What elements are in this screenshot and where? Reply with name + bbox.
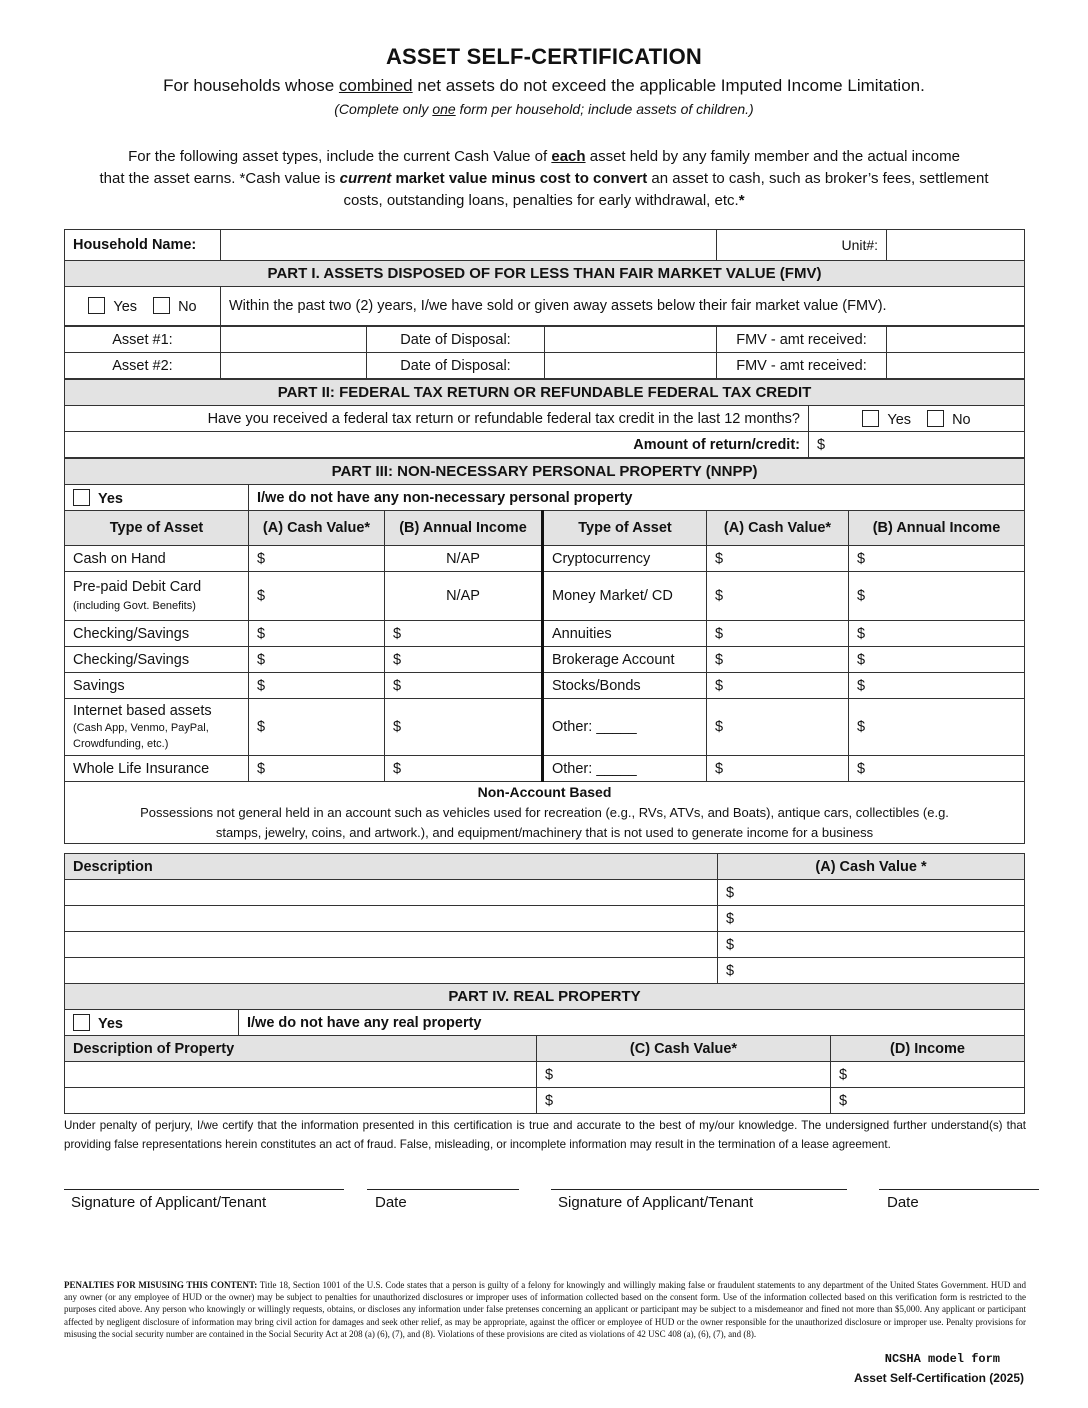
non-account-based: Non-Account Based Possessions not general held in an account such as vehicles used for recreation (e.g., RVs, ATVs, and Boats), antique cars, collectibles (e.g. stamps, jewelry, coins, and artwork.), and equipment/machinery that is not used to generate income for a business — [65, 782, 1025, 844]
part4-yes — [65, 1010, 239, 1036]
part1-assets-table — [64, 326, 1025, 379]
page-title: ASSET SELF-CERTIFICATION — [385, 44, 703, 69]
cash-value-field[interactable]: $ — [249, 546, 385, 572]
date-label-2: Date — [887, 1194, 919, 1211]
part4-table — [64, 983, 1025, 1036]
annual-income-field[interactable]: $ — [849, 673, 1025, 699]
part2-header: PART II: FEDERAL TAX RETURN OR REFUNDABLE FEDERAL TAX CREDIT — [65, 380, 1025, 406]
asset1-fmv-label: FMV - amt received: — [717, 327, 887, 353]
signature-line-1[interactable] — [64, 1189, 344, 1190]
asset-type: Annuities — [543, 621, 707, 647]
signature-label-1: Signature of Applicant/Tenant — [71, 1194, 267, 1211]
asset1-field[interactable] — [221, 327, 367, 353]
cash-value-field[interactable]: $ — [707, 673, 849, 699]
asset-type: Checking/Savings — [65, 647, 249, 673]
property-income-field[interactable]: $ — [831, 1062, 1025, 1088]
date-line-2[interactable] — [879, 1189, 1039, 1190]
part1-yes-label: Yes — [113, 299, 138, 315]
property-cash-label: (C) Cash Value* — [537, 1036, 831, 1062]
table-row — [65, 647, 1025, 673]
document-label: Asset Self-Certification (2025) — [853, 1371, 1024, 1385]
date-label-1: Date — [375, 1194, 407, 1211]
asset2-date-field[interactable] — [545, 353, 717, 379]
cash-value-field[interactable]: $ — [249, 673, 385, 699]
col-cash-left: (A) Cash Value* — [249, 511, 385, 546]
annual-income-field[interactable]: $ — [849, 699, 1025, 756]
non-account-table — [64, 853, 1025, 984]
description-field[interactable] — [65, 932, 718, 958]
asset1-date-label: Date of Disposal: — [367, 327, 545, 353]
instruction: (Complete only one form per household; include assets of children.) — [334, 101, 754, 117]
part2-amount-field[interactable]: $ — [809, 432, 1025, 458]
col-type-left: Type of Asset — [65, 511, 249, 546]
non-account-desc-label: Description — [65, 854, 718, 880]
asset2-fmv-label: FMV - amt received: — [717, 353, 887, 379]
real-property-table — [64, 1035, 1025, 1114]
table-row — [65, 756, 1025, 782]
asset2-fmv-field[interactable] — [887, 353, 1025, 379]
cash-value-field[interactable]: $ — [718, 932, 1025, 958]
property-cash-field[interactable]: $ — [537, 1088, 831, 1114]
asset-type: Stocks/Bonds — [543, 673, 707, 699]
unit-label: Unit#: — [717, 230, 887, 261]
household-name-field[interactable] — [221, 230, 717, 261]
table-row — [65, 1062, 1025, 1088]
annual-income-field[interactable]: $ — [385, 673, 543, 699]
model-form-label: NCSHA model form — [884, 1352, 1000, 1366]
part1-no-checkbox[interactable] — [153, 297, 170, 314]
cash-value-field[interactable]: $ — [707, 572, 849, 621]
date-line-1[interactable] — [367, 1189, 519, 1190]
cash-value-field[interactable]: $ — [718, 958, 1025, 984]
annual-income-na: N/AP — [385, 546, 543, 572]
annual-income-na: N/AP — [385, 572, 543, 621]
intro-text: For the following asset types, include the current Cash Value of each asset held by any family member and the actual income that the asset earns. *Cash value is current market value minus cost to convert an asset to cash, such as broker’s fees, settlement costs, outstanding loans, penalties for early withdrawal, etc.* — [99, 148, 989, 209]
asset-type: Money Market/ CD — [543, 572, 707, 621]
part3-yes-label: Yes — [98, 490, 123, 507]
asset-type: Whole Life Insurance — [65, 756, 249, 782]
asset-type: Other: _____ — [543, 756, 707, 782]
signature-line-2[interactable] — [551, 1189, 847, 1190]
cash-value-field[interactable]: $ — [718, 880, 1025, 906]
cash-value-field[interactable]: $ — [707, 699, 849, 756]
part1-header: PART I. ASSETS DISPOSED OF FOR LESS THAN FAIR MARKET VALUE (FMV) — [65, 261, 1025, 287]
asset1-fmv-field[interactable] — [887, 327, 1025, 353]
non-account-cash-label: (A) Cash Value * — [718, 854, 1025, 880]
annual-income-field[interactable]: $ — [385, 621, 543, 647]
asset1-date-field[interactable] — [545, 327, 717, 353]
description-field[interactable] — [65, 958, 718, 984]
part2-table — [64, 379, 1025, 458]
signature-label-2: Signature of Applicant/Tenant — [558, 1194, 754, 1211]
part1-no-label: No — [178, 299, 197, 315]
property-desc-label: Description of Property — [65, 1036, 537, 1062]
table-row — [65, 1088, 1025, 1114]
asset-type: Cash on Hand — [65, 546, 249, 572]
part3-yes-checkbox[interactable] — [73, 489, 90, 506]
asset-type: Pre-paid Debit Card (including Govt. Benefits) — [65, 572, 249, 621]
household-part1-table — [64, 229, 1025, 326]
annual-income-field[interactable]: $ — [849, 546, 1025, 572]
col-income-left: (B) Annual Income — [385, 511, 543, 546]
asset-type: Brokerage Account — [543, 647, 707, 673]
cash-value-field[interactable]: $ — [249, 647, 385, 673]
property-income-label: (D) Income — [831, 1036, 1025, 1062]
col-type-right: Type of Asset — [543, 511, 707, 546]
part4-yes-checkbox[interactable] — [73, 1014, 90, 1031]
part2-yes-no — [809, 406, 1025, 432]
property-income-field[interactable]: $ — [831, 1088, 1025, 1114]
asset2-field[interactable] — [221, 353, 367, 379]
part1-yes-no — [65, 287, 221, 326]
part2-yes-checkbox[interactable] — [862, 410, 879, 427]
part3-table — [64, 458, 1025, 844]
table-row — [65, 673, 1025, 699]
part1-statement: Within the past two (2) years, I/we have sold or given away assets below their fair market value (FMV). — [221, 287, 1025, 326]
cash-value-field[interactable]: $ — [707, 647, 849, 673]
table-row — [65, 546, 1025, 572]
part3-header: PART III: NON-NECESSARY PERSONAL PROPERTY (NNPP) — [65, 459, 1025, 485]
part4-statement: I/we do not have any real property — [239, 1010, 1025, 1036]
table-row — [65, 932, 1025, 958]
annual-income-field[interactable]: $ — [385, 756, 543, 782]
col-cash-right: (A) Cash Value* — [707, 511, 849, 546]
asset-type: Other: _____ — [543, 699, 707, 756]
part1-yes-checkbox[interactable] — [88, 297, 105, 314]
part2-amount-label: Amount of return/credit: — [65, 432, 809, 458]
annual-income-field[interactable]: $ — [849, 621, 1025, 647]
asset2-label: Asset #2: — [65, 353, 221, 379]
annual-income-field[interactable]: $ — [849, 756, 1025, 782]
cash-value-field[interactable]: $ — [707, 621, 849, 647]
property-cash-field[interactable]: $ — [537, 1062, 831, 1088]
part4-header: PART IV. REAL PROPERTY — [65, 984, 1025, 1010]
table-row — [65, 906, 1025, 932]
part2-no-label: No — [952, 411, 971, 428]
cash-value-field[interactable]: $ — [249, 699, 385, 756]
asset-type: Internet based assets (Cash App, Venmo, PayPal, Crowdfunding, etc.) — [65, 699, 249, 756]
part2-no-checkbox[interactable] — [927, 410, 944, 427]
asset-type: Checking/Savings — [65, 621, 249, 647]
cash-value-field[interactable]: $ — [718, 906, 1025, 932]
annual-income-field[interactable]: $ — [849, 647, 1025, 673]
table-row — [65, 880, 1025, 906]
asset2-date-label: Date of Disposal: — [367, 353, 545, 379]
table-row — [65, 699, 1025, 756]
asset-type: Savings — [65, 673, 249, 699]
subtitle: For households whose combined net assets do not exceed the applicable Imputed Income Limitation. — [163, 76, 925, 95]
property-description-field[interactable] — [65, 1088, 537, 1114]
cash-value-field[interactable]: $ — [707, 756, 849, 782]
asset-type: Cryptocurrency — [543, 546, 707, 572]
col-income-right: (B) Annual Income — [849, 511, 1025, 546]
cash-value-field[interactable]: $ — [249, 572, 385, 621]
annual-income-field[interactable]: $ — [385, 699, 543, 756]
property-description-field[interactable] — [65, 1062, 537, 1088]
unit-field[interactable] — [887, 230, 1025, 261]
part3-statement: I/we do not have any non-necessary personal property — [249, 485, 1025, 511]
annual-income-field[interactable]: $ — [849, 572, 1025, 621]
part4-yes-label: Yes — [98, 1015, 123, 1032]
asset1-label: Asset #1: — [65, 327, 221, 353]
table-row — [65, 572, 1025, 621]
cash-value-field[interactable]: $ — [249, 756, 385, 782]
household-name-label: Household Name: — [65, 230, 221, 261]
table-row — [65, 958, 1025, 984]
cash-value-field[interactable]: $ — [249, 621, 385, 647]
penalties-text: PENALTIES FOR MISUSING THIS CONTENT: Title 18, Section 1001 of the U.S. Code states that a person is guilty of a felony for knowingly and willingly making false or fraudulent statements to any department of the United States Government. HUD and any owner (or any employee of HUD or the owner) may be subject to penalties for unauthorized disclosures or improper uses of information collected based on the consent form. Use of the information collected based on this verification form is restricted to the purposes cited above. Any person who knowingly or willingly requests, obtains, or discloses any information under false pretenses concerning an applicant or participant may be subject to a misdemeanor and fined not more than $5,000. Any applicant or participant affected by negligent disclosure of information may bring civil action for damages and seek other relief, as may be appropriate, against the officer or employee of HUD or the owner responsible for the unauthorized disclosure or improper use. Penalty provisions for misusing the social security number are contained in the Social Security Act at 208 (a) (6), (7), and (8). Violations of these provisions are cited as violations of 42 USC 408 (a), (6), (7), and (8). — [64, 1280, 1026, 1339]
part2-yes-label: Yes — [887, 411, 912, 428]
part3-yes — [65, 485, 249, 511]
certification-text: Under penalty of perjury, I/we certify that the information presented in this certification is true and accurate to the best of my/our knowledge. The undersigned further understand(s) that providing false representations herein constitutes an act of fraud. False, misleading, or incomplete information may result in the termination of a lease agreement. — [64, 1119, 1026, 1151]
cash-value-field[interactable]: $ — [707, 546, 849, 572]
description-field[interactable] — [65, 906, 718, 932]
annual-income-field[interactable]: $ — [385, 647, 543, 673]
description-field[interactable] — [65, 880, 718, 906]
part2-question: Have you received a federal tax return or refundable federal tax credit in the last 12 months? — [65, 406, 809, 432]
table-row — [65, 621, 1025, 647]
